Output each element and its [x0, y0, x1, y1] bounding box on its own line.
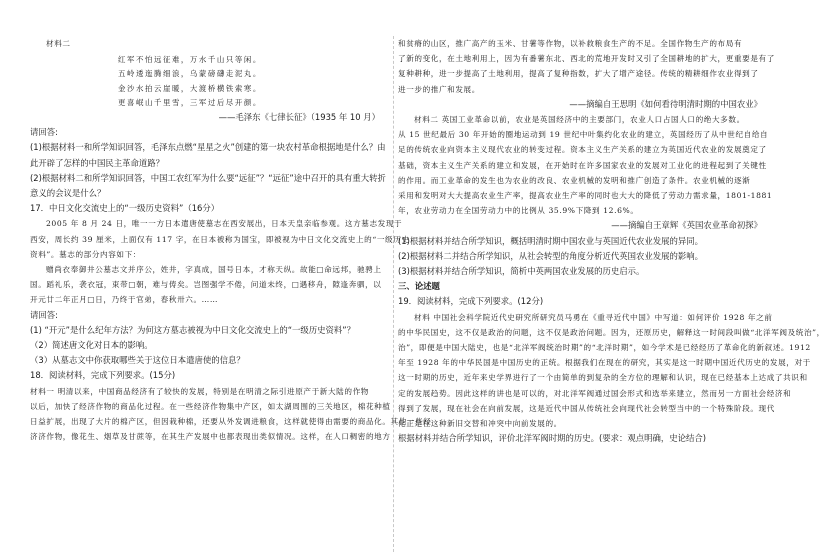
question-18-1: (1)根据材料并结合所学知识，概括明清时期中国农业与英国近代农业发展的异同。 [398, 235, 703, 246]
material1-passage-line: 进一步的推广和发展。 [398, 84, 480, 94]
question-19-task: 根据材料并结合所学知识，评价北洋军阀时期的历史。(要求：观点明确，史论结合) [398, 433, 707, 444]
poem-line: 金沙水拍云崖暖，大渡桥横铁索寒。 [118, 83, 262, 93]
section-heading: 三、论述题 [398, 281, 440, 292]
question-18-2: (2)根据材料二并结合所学知识，从社会转型的角度分析近代英国农业发展的影响。 [398, 250, 703, 261]
material2-label: 材料二 [46, 39, 71, 48]
question-17-3: （3）从墓志文中你获取哪些关于这位日本遣唐使的信息？ [30, 355, 245, 366]
q19-passage-line: 得到了发展，现在社会在向前发展，这是近代中国从传统社会向现代社会转型当中的一个特殊阶段。现代 [398, 403, 775, 413]
answer-prompt: 请回答: [30, 309, 58, 320]
question-1-line: (1)根据材料一和所学知识回答，毛泽东点燃“星星之火”创建的第一块农村革命根据地是什么？由 [30, 142, 386, 153]
material1-passage-line: 和贫瘠的山区，推广高产的玉米、甘薯等作物，以补救粮食生产的不足。全国作物生产的布局有 [398, 39, 743, 48]
q19-passage-line: 材料 中国社会科学院近代史研究所研究员马勇在《重寻近代中国》中写道：如何评价 1928 年之前 [414, 312, 773, 322]
q17-inscription-line: 赠尚衣奉御井公墓志文并序公，姓井，字真成，国号日本，才称天纵。故能□命远邦，驰骋上 [46, 265, 382, 275]
question-18-3: (3)根据材料并结合所学知识，简析中英两国农业发展的历史启示。 [398, 266, 645, 277]
poem-line: 五岭逶迤腾细浪，乌蒙磅礴走泥丸。 [118, 69, 262, 79]
material2-attribution: ——摘编自王章辉《英国农业革命初探》 [611, 220, 762, 231]
q17-passage-line: 资料”。墓志的部分内容如下： [30, 249, 141, 259]
q18-passage-line: 以后，加快了经济作物的商品化过程。在一些经济作物集中产区，如太湖周围的三关地区，棉花种植 [30, 401, 391, 411]
q18-passage-line: 材料一 明清以来，中国商品经济有了较快的发展，特别是在明清之际引进原产于新大陆的作物 [30, 386, 369, 396]
question-17-title: 17．中日文化交流史上的“一级历史资料”（16分） [30, 203, 220, 214]
material2-passage-line: 足的传统农业向资本主义现代农业的转变过程。资本主义生产关系的建立为英国近代农业的发展奠定了 [398, 145, 767, 155]
question-2-line: 意义的会议是什么？ [30, 188, 106, 199]
q19-passage-line: 年至 1928 年的中华民国是中国历史的正统。根据我们在现在的研究，其实是这一时期中国近代历史的发展，对于 [398, 358, 811, 368]
q19-passage-line: 治”，即便是中国大陆史，也是“北洋军阀统治时期”的“北洋时期”，如今学术是已经经历了革命化的新叙述。1912 [398, 343, 811, 353]
question-18-title: 18．阅读材料，完成下列要求。(15分) [30, 370, 176, 381]
question-19-title: 19．阅读材料，完成下列要求。(12分) [398, 296, 544, 307]
q19-passage-line: 的中华民国史，这不仅是政治的问题，这不仅是政治问题。因为，还原历史，解释这一时间段叫做“北洋军阀及统治”， [398, 327, 825, 337]
q19-passage-line: 定的发展趋势。因此这样的讲也是可以的，对北洋军阀通过国会形式和选举来建立，然而另一方面社会经济和 [398, 388, 792, 398]
material2-passage-line: 从 15 世纪最后 30 年开始的圈地运动到 19 世纪中叶集约化农业的建立，英国经历了从中世纪自给自 [398, 130, 769, 140]
q18-passage-line: 济济作物，像花生、烟草及甘蔗等，在其生产发展中也都表现出类似情况。这样，在人口稠密的地方 [30, 432, 391, 442]
material1-passage-line: 复种耕种，进一步提高了土地利用，提高了复种指数，扩大了增产途径。传统的精耕细作农业得到了 [398, 69, 759, 79]
material1-passage-line: 了新的变化，在土地利用上，因为有番薯东北、西北的荒地开发时又引了全国耕地的扩大，更重要是有了 [398, 54, 775, 64]
material2-passage-line: 基础，资本主义生产关系的建立和发展，在开始时在许多国家农业的发展对工业化的进程起到了关键性 [398, 160, 767, 170]
material2-passage-line: 采用和发明对大大提高农业生产率，提高农业生产率的同时也大大的降低了劳动力需求量，1801-1881 [398, 191, 773, 201]
material1-attribution: ——摘编自王思明《如何看待明清时期的中国农业》 [569, 98, 762, 109]
question-17-1: (1) “开元”是什么纪年方法？为何这方墓志被视为中日文化交流史上的“一级历史资料”？ [30, 324, 356, 335]
question-17-2: （2）简述唐文化对日本的影响。 [30, 340, 153, 351]
column-divider [393, 36, 394, 552]
q19-passage-line: 化正是在这种新旧交替和冲突中向前发展的。 [398, 419, 562, 429]
q17-inscription-line: 开元廿二年正月□日，乃终于官弟，春秋卅六。…… [30, 295, 219, 305]
q17-passage-line: 西安，周长约 39 厘米，上面仅有 117 字，在日本被称为国宝，即被视为中日文化交流史上的“一级历史 [30, 234, 410, 244]
q18-passage-line: 日益扩展，出现了大片的棉产区，但因栽种棉，还要从外发调进粮食，这样就使得由需要的商品化。其他一些经 [30, 417, 432, 427]
answer-prompt: 请回答: [30, 127, 58, 138]
q17-passage-line: 2005 年 8 月 24 日，唯一一方日本遣唐使墓志在西安展出，日本天皇亲临参观。这方墓志发现于 [46, 219, 403, 229]
poem-line: 红军不怕远征难，万水千山只等闲。 [118, 55, 262, 65]
right-column [398, 36, 825, 446]
q19-passage-line: 这一时期的历史，近年来史学界进行了一个由简单的到复杂的全方位的理解和认识，现在已经基本上达成了共识和 [398, 373, 808, 383]
poem-attribution: ——毛泽东《七律长征》（1935 年 10 月） [218, 112, 380, 123]
question-1-line: 此开辟了怎样的中国民主革命道路？ [30, 157, 164, 168]
question-2-line: (2)根据材料二和所学知识回答，中国工农红军为什么要“远征”？“远征”途中召开的具有重大转折 [30, 172, 386, 183]
material2-passage-line: 年，农业劳动力在全国劳动力中的比例从 35.9%下降到 12.6%。 [398, 206, 639, 216]
poem-line: 更喜岷山千里雪，三军过后尽开颜。 [118, 97, 262, 107]
material2-passage-line: 材料二 英国工业革命以前，农业是英国经济中的主要部门，农业人口占国人口的绝大多数。 [414, 115, 745, 125]
q17-inscription-line: 国。蹈礼乐，袭衣冠，束带□朝，难与俦矣。岂图强学不倦，问道未终，□遇移舟，隙逢奔驷，以 [30, 280, 382, 290]
material2-passage-line: 的作用。而工业革命的发生也为农业的改良、农业机械的发明和推广创造了条件。农业机械的逐渐 [398, 175, 751, 185]
